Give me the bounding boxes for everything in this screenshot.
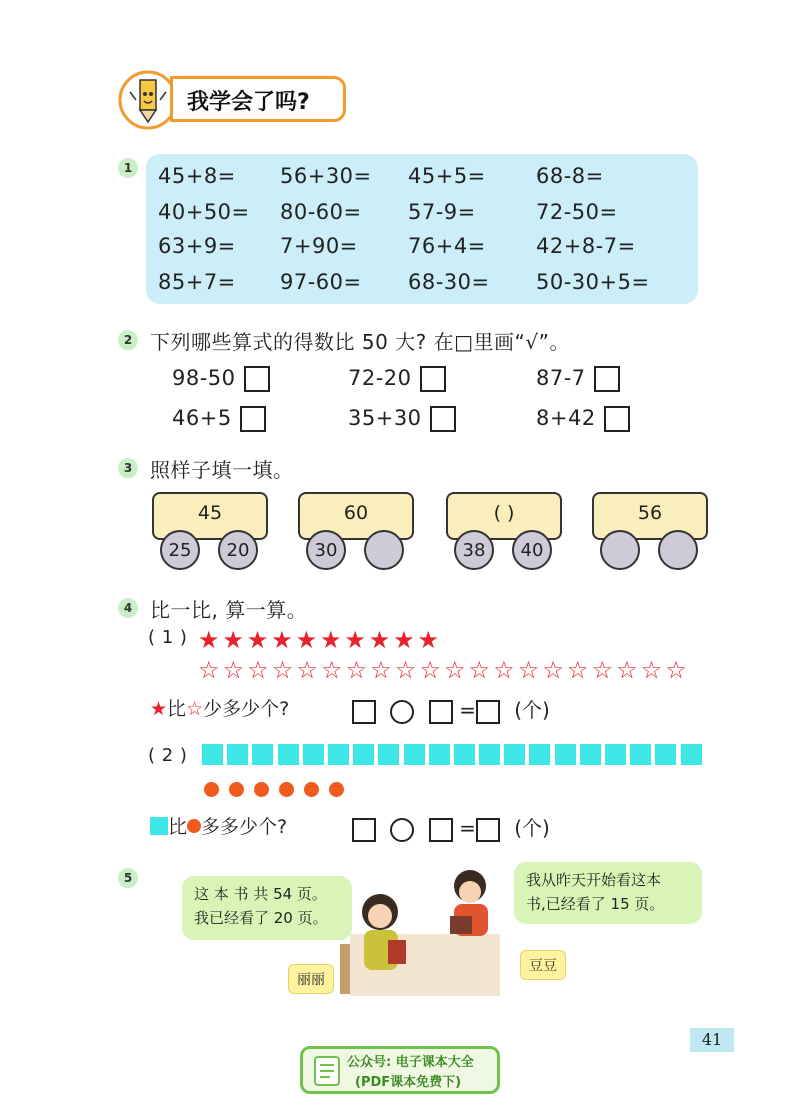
filled-star-icon: ★ [198,626,221,654]
square-icon [605,744,626,765]
expression: 46+5 [172,406,232,430]
q3-prompt: 照样子填一填。 [150,458,294,482]
comparison-item [536,366,620,392]
page-title: 我学会了吗? [187,90,310,115]
dot-icon [229,782,244,797]
cart-total: 56 [637,502,663,524]
question-number: 4 [118,598,138,618]
comparison-item [536,406,630,432]
hollow-star-icon: ☆ [419,656,441,684]
answer-box[interactable] [352,700,376,724]
answer-box[interactable] [476,700,500,724]
square-icon [529,744,550,765]
square-icon [150,817,168,835]
hollow-star-icon: ☆ [640,656,663,684]
filled-star-icon: ★ [222,626,245,654]
hollow-star-icon: ☆ [591,656,614,684]
square-icon [328,744,349,765]
operator-circle[interactable] [390,700,414,724]
filled-star-icon: ★ [246,626,270,654]
equation: 68-8= [536,164,604,188]
right-name-tag: 豆豆 [520,950,566,980]
answer-box[interactable] [352,818,376,842]
answer-box[interactable] [429,700,453,724]
square-icon [429,744,450,765]
q4-part2-question: 比 多多少个? [150,812,287,839]
equation: 45+8= [158,164,236,188]
square-icon [555,744,576,765]
hollow-star-icon: ☆ [665,656,687,684]
checkbox[interactable] [420,366,446,392]
cart-wheel-left[interactable] [600,530,640,570]
section-header [118,70,348,130]
expression: 72-20 [348,366,412,390]
cart-wheel-left[interactable]: 30 [306,530,346,570]
watermark-stamp [300,1046,500,1094]
filled-star-icon: ★ [368,626,392,654]
unit-label: (个) [514,698,550,722]
equation: 45+5= [408,164,486,188]
cart-wheel-right[interactable]: 20 [218,530,258,570]
hollow-star-icon: ☆ [186,698,204,720]
equation: 56+30= [280,164,372,188]
equation: 97-60= [280,270,362,294]
equation: 72-50= [536,200,618,224]
equation: 80-60= [280,200,362,224]
square-icon [303,744,324,765]
equation: 68-30= [408,270,490,294]
hollow-star-icon: ☆ [345,656,368,684]
q4-part1-label: ( 1 ) [148,627,188,648]
q4-part1-answer: = (个) [352,694,550,724]
square-icon [378,744,399,765]
q4-part2-answer: = (个) [352,812,550,842]
checkbox[interactable] [430,406,456,432]
stamp-line1: 公众号: 电子课本大全 [347,1055,474,1070]
comparison-item [172,366,270,392]
hollow-star-icon: ☆ [271,656,294,684]
equation: 7+90= [280,234,358,258]
question-number: 1 [118,158,138,178]
q4-prompt: 比一比, 算一算。 [150,598,308,622]
hollow-star-icon: ☆ [370,656,392,684]
book-icon [313,1055,341,1087]
hollow-star-icon: ☆ [320,656,343,684]
cart-wheel-left[interactable]: 38 [454,530,494,570]
squares-row [202,744,706,768]
square-icon [278,744,299,765]
square-icon [630,744,651,765]
hollow-star-icon: ☆ [198,656,220,684]
answer-box[interactable] [429,818,453,842]
filled-star-icon: ★ [319,626,343,654]
cart-total: 45 [197,502,223,524]
question-number: 5 [118,868,138,888]
square-icon [454,744,475,765]
operator-circle[interactable] [390,818,414,842]
filled-stars-row [198,626,442,654]
dot-icon [204,782,219,797]
header-banner [170,76,346,122]
hollow-stars-row [198,656,690,684]
q4-part2-label: ( 2 ) [148,745,188,766]
children-reading-illustration [330,864,530,1000]
square-icon [353,744,374,765]
equation: 57-9= [408,200,476,224]
hollow-star-icon: ☆ [222,656,245,684]
pencil-mascot-icon [118,70,178,130]
cart-total: 60 [343,502,369,524]
checkbox[interactable] [604,406,630,432]
q4-part1-question: ★比☆少多少个? [150,698,290,720]
hollow-star-icon: ☆ [517,656,540,684]
dots-row [204,782,354,802]
square-icon [404,744,425,765]
expression: 8+42 [536,406,596,430]
cart-wheel-right[interactable]: 40 [512,530,552,570]
cart-total: ( ) [493,502,515,524]
right-speech-bubble: 我从昨天开始看这本 书,已经看了 15 页。 [514,862,702,924]
left-speech-bubble: 这 本 书 共 54 页。 我已经看了 20 页。 [182,876,352,940]
q2-prompt: 下列哪些算式的得数比 50 大? 在□里画“√”。 [150,330,570,354]
dot-icon [279,782,294,797]
equation: 50-30+5= [536,270,650,294]
hollow-star-icon: ☆ [493,656,515,684]
stamp-line2: (PDF课本免费下) [355,1075,462,1090]
expression: 87-7 [536,366,586,390]
cart-wheel-left[interactable]: 25 [160,530,200,570]
equation: 63+9= [158,234,236,258]
expression: 35+30 [348,406,422,430]
unit-label: (个) [514,816,550,840]
checkbox[interactable] [244,366,270,392]
comparison-item [348,406,456,432]
cart-wheel-right[interactable] [364,530,404,570]
filled-star-icon: ★ [393,626,416,654]
hollow-star-icon: ☆ [616,656,638,684]
page-number: 41 [690,1028,734,1052]
dot-icon [254,782,269,797]
comparison-item [348,366,446,392]
hollow-star-icon: ☆ [443,656,466,684]
hollow-star-icon: ☆ [542,656,564,684]
hollow-star-icon: ☆ [468,656,491,684]
expression: 98-50 [172,366,236,390]
square-icon [202,744,223,765]
question-number: 2 [118,330,138,350]
dot-icon [304,782,319,797]
square-icon [227,744,248,765]
equation: 40+50= [158,200,250,224]
filled-star-icon: ★ [344,626,367,654]
answer-box[interactable] [476,818,500,842]
square-icon [681,744,702,765]
question-number: 3 [118,458,138,478]
filled-star-icon: ★ [417,626,441,654]
hollow-star-icon: ☆ [566,656,589,684]
equation: 85+7= [158,270,236,294]
dot-icon [329,782,344,797]
hollow-star-icon: ☆ [296,656,318,684]
checkbox[interactable] [240,406,266,432]
equation: 76+4= [408,234,486,258]
filled-star-icon: ★ [271,626,294,654]
dot-icon [187,819,201,833]
hollow-star-icon: ☆ [394,656,417,684]
square-icon [252,744,273,765]
comparison-item [172,406,266,432]
square-icon [479,744,500,765]
filled-star-icon: ★ [150,698,168,720]
left-name-tag: 丽丽 [288,964,334,994]
square-icon [655,744,676,765]
cart-wheel-right[interactable] [658,530,698,570]
square-icon [580,744,601,765]
checkbox[interactable] [594,366,620,392]
filled-star-icon: ★ [295,626,319,654]
square-icon [504,744,525,765]
hollow-star-icon: ☆ [247,656,269,684]
equation: 42+8-7= [536,234,636,258]
